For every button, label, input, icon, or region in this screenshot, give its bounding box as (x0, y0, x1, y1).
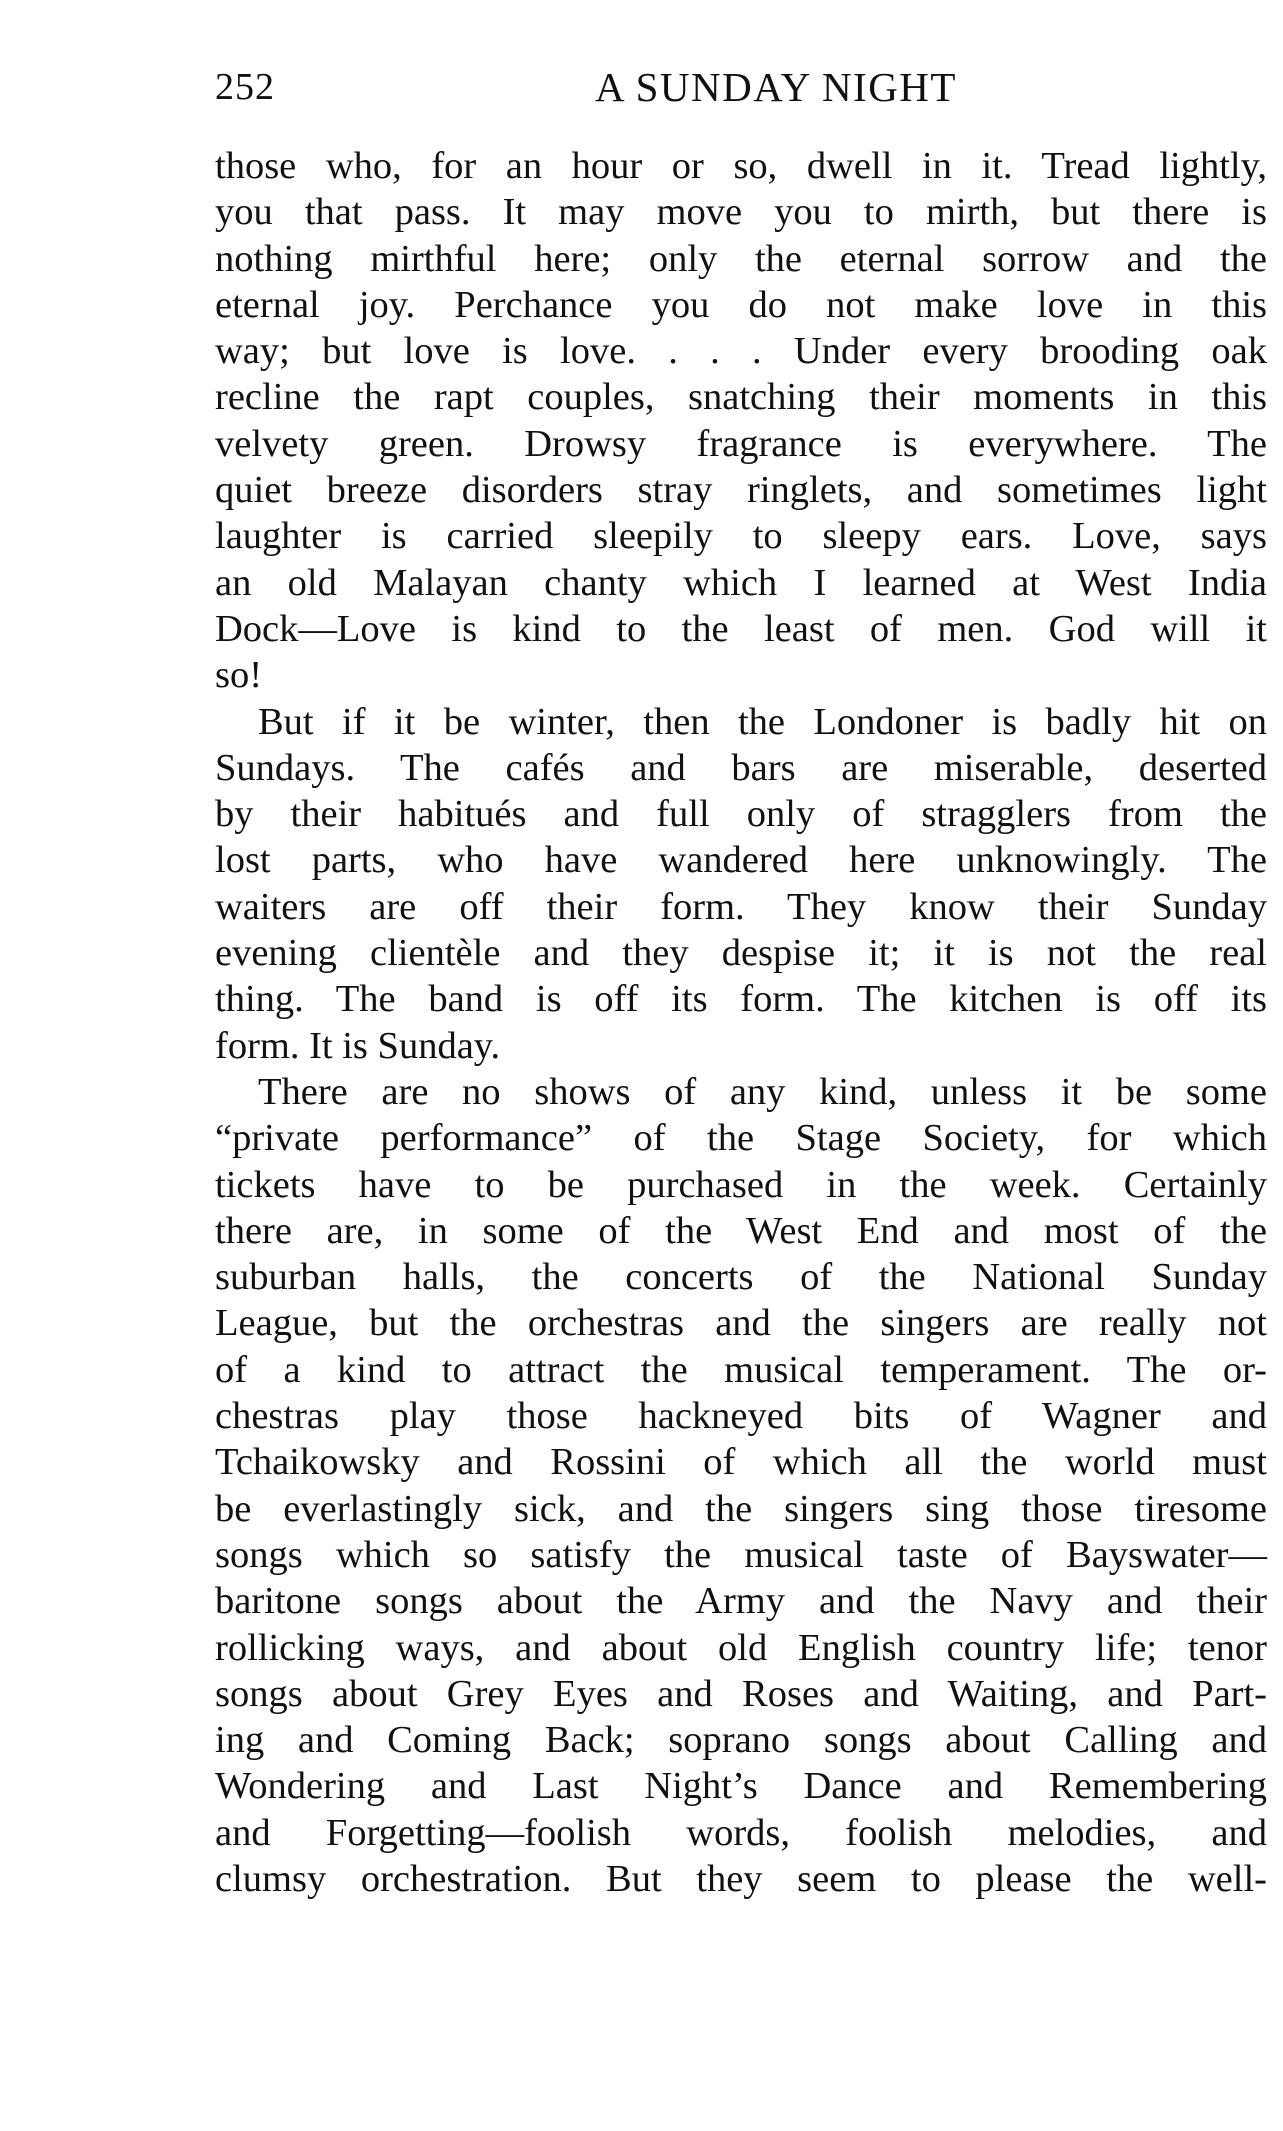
text-line: Tchaikowsky and Rossini of which all the world must (215, 1441, 1267, 1484)
text-line: velvety green. Drowsy fragrance is everywhere. The (215, 422, 1267, 465)
text-line: baritone songs about the Army and the Navy and their (215, 1580, 1267, 1623)
text-line: League, but the orchestras and the singers are really not (215, 1302, 1267, 1345)
text-line: evening clientèle and they despise it; it is not the real (215, 932, 1267, 975)
text-line: be everlastingly sick, and the singers sing those tiresome (215, 1487, 1267, 1530)
page-header (215, 62, 1267, 112)
paragraph-first-line: But if it be winter, then the Londoner is badly hit on (258, 700, 1267, 743)
text-line: thing. The band is off its form. The kitchen is off its (215, 978, 1267, 1021)
page-number: 252 (215, 66, 275, 108)
text-line: rollicking ways, and about old English country life; tenor (215, 1626, 1267, 1669)
text-line: those who, for an hour or so, dwell in it. Tread lightly, (215, 145, 1267, 187)
text-line: recline the rapt couples, snatching their moments in this (215, 376, 1267, 419)
running-head: A SUNDAY NIGHT (595, 64, 957, 110)
text-line: by their habitués and full only of stragglers from the (215, 793, 1267, 836)
text-line: ing and Coming Back; soprano songs about Calling and (215, 1719, 1267, 1762)
text-line: form. It is Sunday. (215, 1024, 501, 1067)
text-line: “private performance” of the Stage Society, for which (215, 1117, 1267, 1160)
text-line: Sundays. The cafés and bars are miserable, deserted (215, 746, 1267, 789)
text-line: way; but love is love. . . . Under every brooding oak (215, 330, 1267, 373)
paragraph-first-line: There are no shows of any kind, unless it be some (258, 1070, 1267, 1113)
text-line: clumsy orchestration. But they seem to please the well- (215, 1857, 1267, 1900)
text-line: chestras play those hackneyed bits of Wagner and (215, 1395, 1267, 1438)
text-line: songs about Grey Eyes and Roses and Waiting, and Part- (215, 1672, 1267, 1715)
text-line: Dock—Love is kind to the least of men. God will it (215, 607, 1267, 650)
text-line: there are, in some of the West End and most of the (215, 1209, 1267, 1252)
text-line: and Forgetting—foolish words, foolish melodies, and (215, 1811, 1267, 1854)
text-line: an old Malayan chanty which I learned at West India (215, 561, 1267, 604)
text-line: Wondering and Last Night’s Dance and Remembering (215, 1765, 1267, 1808)
text-line: songs which so satisfy the musical taste of Bayswater— (215, 1533, 1267, 1576)
text-line: nothing mirthful here; only the eternal sorrow and the (215, 237, 1267, 280)
text-line: quiet breeze disorders stray ringlets, and sometimes light (215, 469, 1267, 512)
text-line: so! (215, 654, 263, 697)
text-line: of a kind to attract the musical temperament. The or- (215, 1348, 1267, 1391)
text-line: eternal joy. Perchance you do not make love in this (215, 283, 1267, 326)
text-line: tickets have to be purchased in the week. Certainly (215, 1163, 1267, 1206)
text-line: suburban halls, the concerts of the National Sunday (215, 1256, 1267, 1299)
text-line: lost parts, who have wandered here unknowingly. The (215, 839, 1267, 882)
text-line: waiters are off their form. They know their Sunday (215, 885, 1267, 928)
text-line: you that pass. It may move you to mirth, but there is (215, 191, 1267, 234)
text-line: laughter is carried sleepily to sleepy ears. Love, says (215, 515, 1267, 558)
body-text (215, 143, 1267, 1902)
